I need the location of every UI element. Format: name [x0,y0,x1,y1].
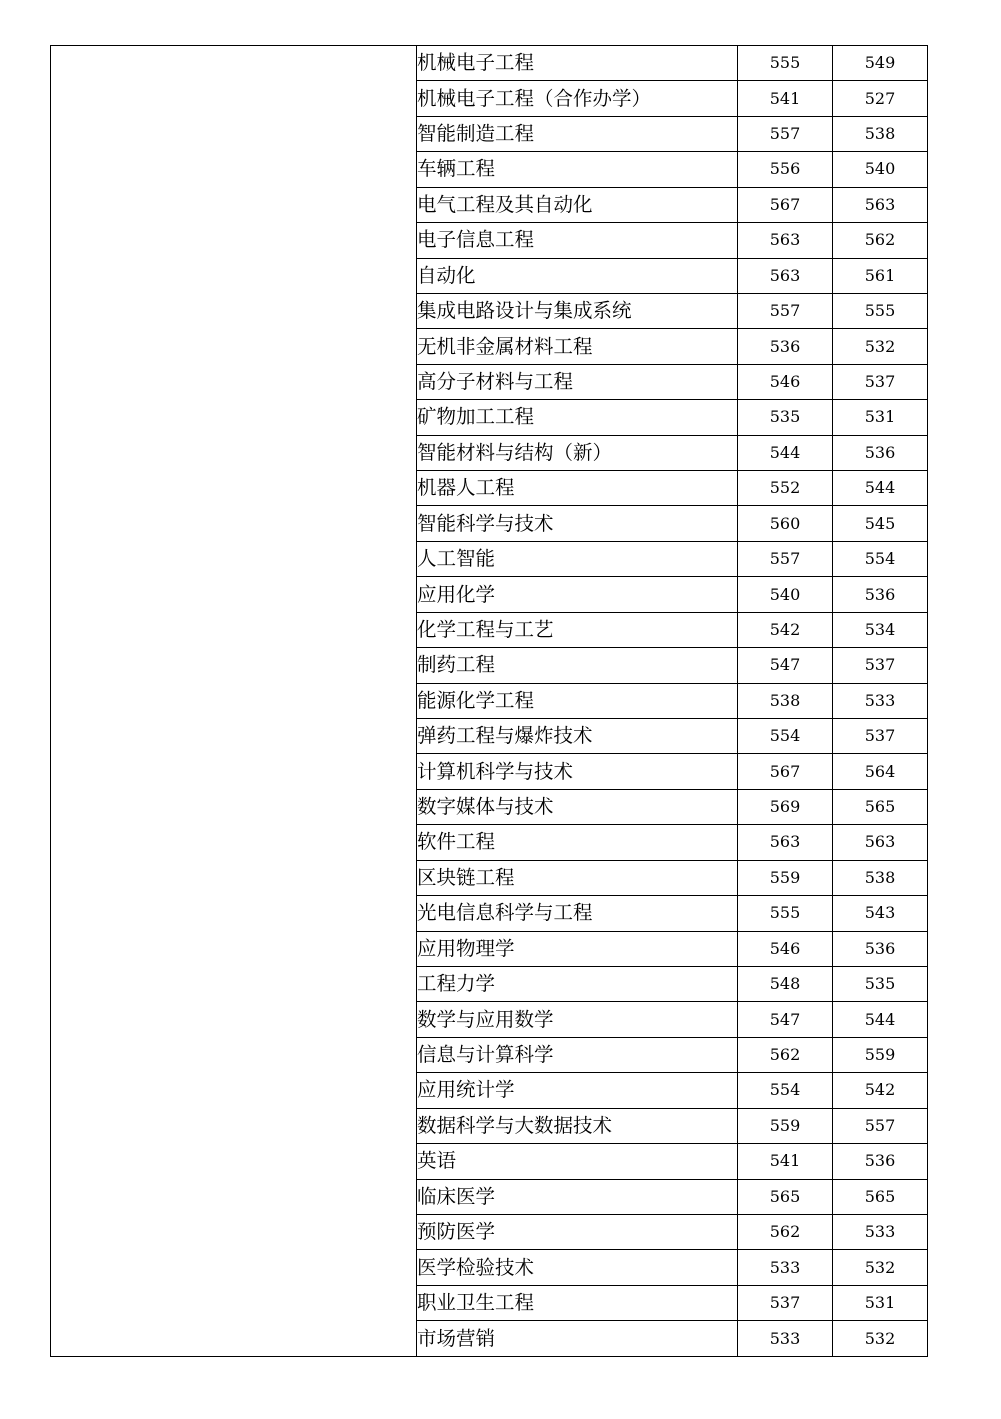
score-b-cell: 540 [833,152,928,187]
score-b-cell: 544 [833,1002,928,1037]
score-b-cell: 563 [833,187,928,222]
score-b-cell: 537 [833,364,928,399]
score-b-cell: 537 [833,719,928,754]
group-cell [51,46,417,1357]
score-b-cell: 535 [833,966,928,1001]
major-name-cell: 应用物理学 [417,931,738,966]
score-a-cell: 563 [738,223,833,258]
score-a-cell: 535 [738,400,833,435]
score-a-cell: 554 [738,1073,833,1108]
major-name-cell: 制药工程 [417,648,738,683]
score-a-cell: 562 [738,1214,833,1249]
major-name-cell: 区块链工程 [417,860,738,895]
score-b-cell: 536 [833,1144,928,1179]
score-a-cell: 538 [738,683,833,718]
score-b-cell: 533 [833,683,928,718]
score-a-cell: 548 [738,966,833,1001]
score-a-cell: 547 [738,1002,833,1037]
major-name-cell: 职业卫生工程 [417,1285,738,1320]
score-a-cell: 554 [738,719,833,754]
major-name-cell: 智能材料与结构（新） [417,435,738,470]
major-name-cell: 弹药工程与爆炸技术 [417,719,738,754]
score-b-cell: 555 [833,293,928,328]
major-name-cell: 智能制造工程 [417,116,738,151]
major-name-cell: 智能科学与技术 [417,506,738,541]
score-b-cell: 534 [833,612,928,647]
major-name-cell: 机械电子工程（合作办学） [417,81,738,116]
major-name-cell: 医学检验技术 [417,1250,738,1285]
score-a-cell: 542 [738,612,833,647]
major-name-cell: 能源化学工程 [417,683,738,718]
major-name-cell: 车辆工程 [417,152,738,187]
score-b-cell: 549 [833,46,928,81]
major-name-cell: 预防医学 [417,1214,738,1249]
score-b-cell: 562 [833,223,928,258]
score-b-cell: 538 [833,116,928,151]
major-name-cell: 软件工程 [417,825,738,860]
score-a-cell: 567 [738,187,833,222]
score-a-cell: 557 [738,541,833,576]
score-a-cell: 557 [738,116,833,151]
major-name-cell: 信息与计算科学 [417,1037,738,1072]
score-a-cell: 560 [738,506,833,541]
score-b-cell: 537 [833,648,928,683]
score-a-cell: 562 [738,1037,833,1072]
score-table-body [51,46,928,1357]
score-a-cell: 557 [738,293,833,328]
major-name-cell: 电气工程及其自动化 [417,187,738,222]
score-a-cell: 546 [738,931,833,966]
score-a-cell: 537 [738,1285,833,1320]
major-name-cell: 应用化学 [417,577,738,612]
score-b-cell: 565 [833,789,928,824]
score-a-cell: 547 [738,648,833,683]
score-a-cell: 563 [738,825,833,860]
major-name-cell: 市场营销 [417,1321,738,1357]
score-b-cell: 563 [833,825,928,860]
score-b-cell: 542 [833,1073,928,1108]
major-name-cell: 电子信息工程 [417,223,738,258]
score-a-cell: 567 [738,754,833,789]
score-b-cell: 565 [833,1179,928,1214]
score-a-cell: 541 [738,81,833,116]
score-a-cell: 559 [738,1108,833,1143]
score-b-cell: 554 [833,541,928,576]
major-name-cell: 无机非金属材料工程 [417,329,738,364]
score-a-cell: 552 [738,471,833,506]
major-name-cell: 数据科学与大数据技术 [417,1108,738,1143]
major-name-cell: 应用统计学 [417,1073,738,1108]
score-b-cell: 532 [833,1321,928,1357]
score-table [50,45,928,1357]
major-name-cell: 集成电路设计与集成系统 [417,293,738,328]
score-b-cell: 564 [833,754,928,789]
major-name-cell: 机器人工程 [417,471,738,506]
score-a-cell: 565 [738,1179,833,1214]
score-a-cell: 536 [738,329,833,364]
score-a-cell: 563 [738,258,833,293]
major-name-cell: 高分子材料与工程 [417,364,738,399]
score-b-cell: 538 [833,860,928,895]
score-a-cell: 544 [738,435,833,470]
major-name-cell: 机械电子工程 [417,46,738,81]
score-a-cell: 533 [738,1321,833,1357]
major-name-cell: 英语 [417,1144,738,1179]
score-a-cell: 559 [738,860,833,895]
score-a-cell: 540 [738,577,833,612]
score-a-cell: 546 [738,364,833,399]
major-name-cell: 自动化 [417,258,738,293]
score-b-cell: 543 [833,896,928,931]
score-b-cell: 527 [833,81,928,116]
major-name-cell: 计算机科学与技术 [417,754,738,789]
score-b-cell: 545 [833,506,928,541]
score-b-cell: 536 [833,577,928,612]
score-b-cell: 544 [833,471,928,506]
score-b-cell: 561 [833,258,928,293]
score-a-cell: 569 [738,789,833,824]
score-b-cell: 557 [833,1108,928,1143]
major-name-cell: 矿物加工工程 [417,400,738,435]
major-name-cell: 数学与应用数学 [417,1002,738,1037]
score-b-cell: 559 [833,1037,928,1072]
major-name-cell: 数字媒体与技术 [417,789,738,824]
score-b-cell: 532 [833,1250,928,1285]
score-b-cell: 536 [833,435,928,470]
score-b-cell: 533 [833,1214,928,1249]
score-a-cell: 556 [738,152,833,187]
major-name-cell: 人工智能 [417,541,738,576]
table-row [51,46,928,81]
major-name-cell: 工程力学 [417,966,738,1001]
score-b-cell: 536 [833,931,928,966]
major-name-cell: 光电信息科学与工程 [417,896,738,931]
score-b-cell: 532 [833,329,928,364]
score-a-cell: 541 [738,1144,833,1179]
major-name-cell: 化学工程与工艺 [417,612,738,647]
major-name-cell: 临床医学 [417,1179,738,1214]
score-a-cell: 555 [738,896,833,931]
score-a-cell: 533 [738,1250,833,1285]
score-a-cell: 555 [738,46,833,81]
score-b-cell: 531 [833,1285,928,1320]
score-b-cell: 531 [833,400,928,435]
